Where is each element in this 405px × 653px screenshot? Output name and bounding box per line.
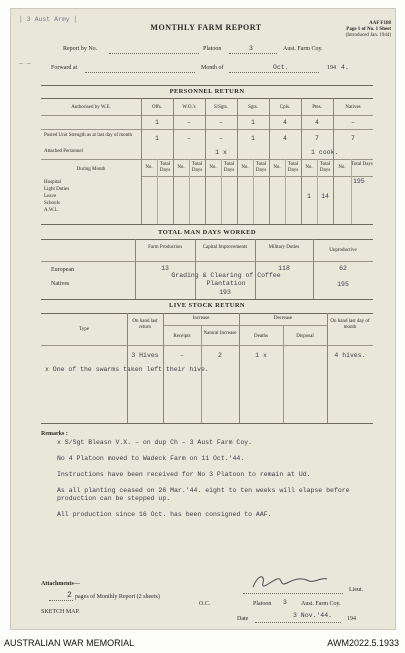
date-value: 3 Nov.'44.: [293, 612, 333, 619]
col-offs: Offs.: [151, 105, 163, 110]
personnel-heading: PERSONNEL RETURN: [169, 88, 245, 95]
remark-line-4: As all planting ceased on 26 Mar.'44. eight to ten weeks will elapse before: [57, 487, 350, 494]
european-label: European: [51, 267, 74, 273]
platoon-label: Platoon: [203, 46, 222, 52]
auth-natives: –: [351, 119, 355, 126]
pages-text: pages of Monthly Report (2 sheets): [75, 594, 160, 600]
posted-sgts: 1: [251, 135, 255, 142]
eu-unproductive: 62: [339, 265, 347, 272]
during-no-header: No.: [177, 165, 185, 170]
schools-label: Schools: [44, 201, 60, 206]
form-title: MONTHLY FARM REPORT: [150, 23, 262, 32]
col-on-hand-month: On hand last day of month: [330, 319, 370, 330]
col-sgts: Sgts.: [248, 105, 258, 110]
col-natural-increase: Natural Increase: [203, 331, 237, 336]
ls-receipts: –: [180, 352, 184, 359]
month-label: Month of: [201, 65, 224, 71]
ls-on-hand-month: 4 hives.: [334, 352, 366, 359]
remark-line-6: All production since 16 Oct. has been consigned to AAF.: [57, 511, 272, 518]
col-ptes: Ptes.: [312, 105, 322, 110]
natives-label: Natives: [51, 281, 70, 287]
auth-ptes: 4: [315, 119, 319, 126]
during-no-header: No.: [241, 165, 249, 170]
bottom-coy-label: Aust. Farm Coy.: [301, 601, 341, 607]
form-sub: Page 1 of No. 1 Sheet: [346, 27, 391, 32]
sketch-map-label: SKETCH MAP.: [41, 609, 80, 615]
mandays-heading: TOTAL MAN DAYS WORKED: [158, 229, 256, 236]
na-unproductive: 195: [337, 281, 349, 288]
auth-wos: –: [187, 119, 191, 126]
ls-deaths: 1 x: [255, 352, 267, 359]
remark-line-3: Instructions have been received for No 3 Platoon to remain at Ud.: [57, 471, 311, 478]
form-intro-date: (Introduced Jan. 1944): [345, 33, 391, 38]
ls-note: x One of the swarms taken left their hive.: [45, 366, 209, 373]
leave-ptes-no: 1: [307, 193, 311, 200]
year-label: 194: [327, 65, 336, 71]
during-no-header: No.: [273, 165, 281, 170]
col-type: Type: [79, 327, 89, 332]
col-natives: Natives: [345, 105, 361, 110]
leave-ptes-days: 14: [321, 193, 329, 200]
hospital-natives-days: 195: [353, 178, 365, 185]
remark-line-2: No 4 Platoon moved to Wadeck Farm on 11 Oct.'44.: [57, 455, 245, 462]
platoon-value: 3: [249, 45, 253, 52]
col-capital-improvements: Capital Improvements: [202, 245, 248, 250]
col-deaths: Deaths: [254, 334, 268, 339]
month-value: Oct.: [273, 64, 289, 71]
footer-institution: AUSTRALIAN WAR MEMORIAL: [4, 638, 135, 648]
remark-line-5: production can be stepped up.: [57, 495, 171, 502]
during-total-days-header: Total Days: [255, 162, 267, 173]
authorised-label: Authorised by W.E.: [71, 105, 111, 110]
attached-ssgts: 1 x: [215, 149, 227, 156]
form-code: AAF F188: [369, 21, 391, 26]
attached-ptes: 1 cook.: [311, 149, 339, 156]
col-unproductive: Unproductive: [329, 248, 357, 253]
col-cpls: Cpls.: [279, 105, 291, 110]
col-farm-production: Farm Production: [148, 245, 182, 250]
during-total-days-header: Total Days: [287, 162, 299, 173]
remarks-label: Remarks :: [41, 431, 68, 437]
eu-farm: 13: [161, 265, 169, 272]
during-total-days-header: Total Days: [191, 162, 203, 173]
posted-offs: 1: [155, 135, 159, 142]
posted-cpls: 4: [283, 135, 287, 142]
eu-military: 118: [278, 265, 290, 272]
remark-line-1: x S/Sgt Bleasn V.X. – on dup Ch – 3 Aust Farm Coy.: [57, 439, 253, 446]
report-by-label: Report by No.: [63, 46, 98, 52]
typed-stamp-left: │ 3 Aust Army │: [19, 16, 78, 23]
during-total-days-header: Total Days: [351, 162, 373, 167]
pages-value: 2: [67, 591, 72, 600]
na-capital-total: 193: [219, 289, 231, 296]
posted-wos: –: [187, 135, 191, 142]
ls-natural: 2: [218, 352, 222, 359]
lieut-label: Lieut.: [349, 587, 364, 593]
col-wos: W.O.'s: [182, 105, 196, 110]
posted-ptes: 7: [315, 135, 319, 142]
col-receipts: Receipts: [173, 334, 191, 339]
auth-ssgts: –: [219, 119, 223, 126]
awl-label: A.W.L.: [44, 208, 59, 213]
signature-image: [249, 571, 329, 595]
posted-ssgts: –: [219, 135, 223, 142]
oc-label: O.C.: [199, 601, 211, 607]
col-on-hand-last: On hand last return: [132, 319, 158, 330]
auth-offs: 1: [155, 119, 159, 126]
col-increase: Increase: [192, 316, 210, 321]
ls-on-hand-last: 3 Hives: [131, 352, 159, 359]
col-military-duties: Military Duties: [268, 245, 300, 250]
livestock-heading: LIVE STOCK RETURN: [168, 302, 246, 309]
report-sheet: [10, 8, 396, 630]
col-decrease: Decrease: [273, 316, 293, 321]
during-no-header: No.: [338, 165, 346, 170]
typed-stamp-left-2: — —: [19, 60, 31, 67]
attached-label: Attached Personnel: [44, 149, 84, 154]
col-disposal: Disposal: [296, 334, 314, 339]
bottom-platoon-label: Platoon: [253, 601, 272, 607]
date-year: 194: [347, 616, 356, 622]
during-total-days-header: Total Days: [319, 162, 331, 173]
date-label: Date: [237, 616, 249, 622]
hospital-label: Hospital: [44, 180, 61, 185]
year-value: 4.: [341, 64, 349, 71]
forward-at-label: Forward at: [51, 65, 78, 71]
during-no-header: No.: [209, 165, 217, 170]
during-month-label: During Month: [76, 167, 106, 172]
auth-sgts: 1: [251, 119, 255, 126]
na-capital: Grading & Clearing of Coffee Plantation: [171, 272, 281, 287]
attachments-label: Attachments—: [41, 581, 80, 587]
coy-label: Aust. Farm Coy.: [283, 46, 323, 52]
posted-label: Posted Unit Strength as at last day of month: [44, 133, 133, 138]
during-total-days-header: Total Days: [223, 162, 235, 173]
during-no-header: No.: [145, 165, 153, 170]
during-no-header: No.: [305, 165, 313, 170]
during-total-days-header: Total Days: [159, 162, 171, 173]
auth-cpls: 4: [283, 119, 287, 126]
col-ssgts: S/Sgts.: [213, 105, 229, 110]
bottom-platoon-value: 3: [283, 599, 287, 606]
light-duties-label: Light Duties: [44, 187, 70, 192]
leave-label: Leave: [44, 194, 57, 199]
footer-accession: AWM2022.5.1933: [327, 638, 399, 648]
posted-natives: 7: [351, 135, 355, 142]
